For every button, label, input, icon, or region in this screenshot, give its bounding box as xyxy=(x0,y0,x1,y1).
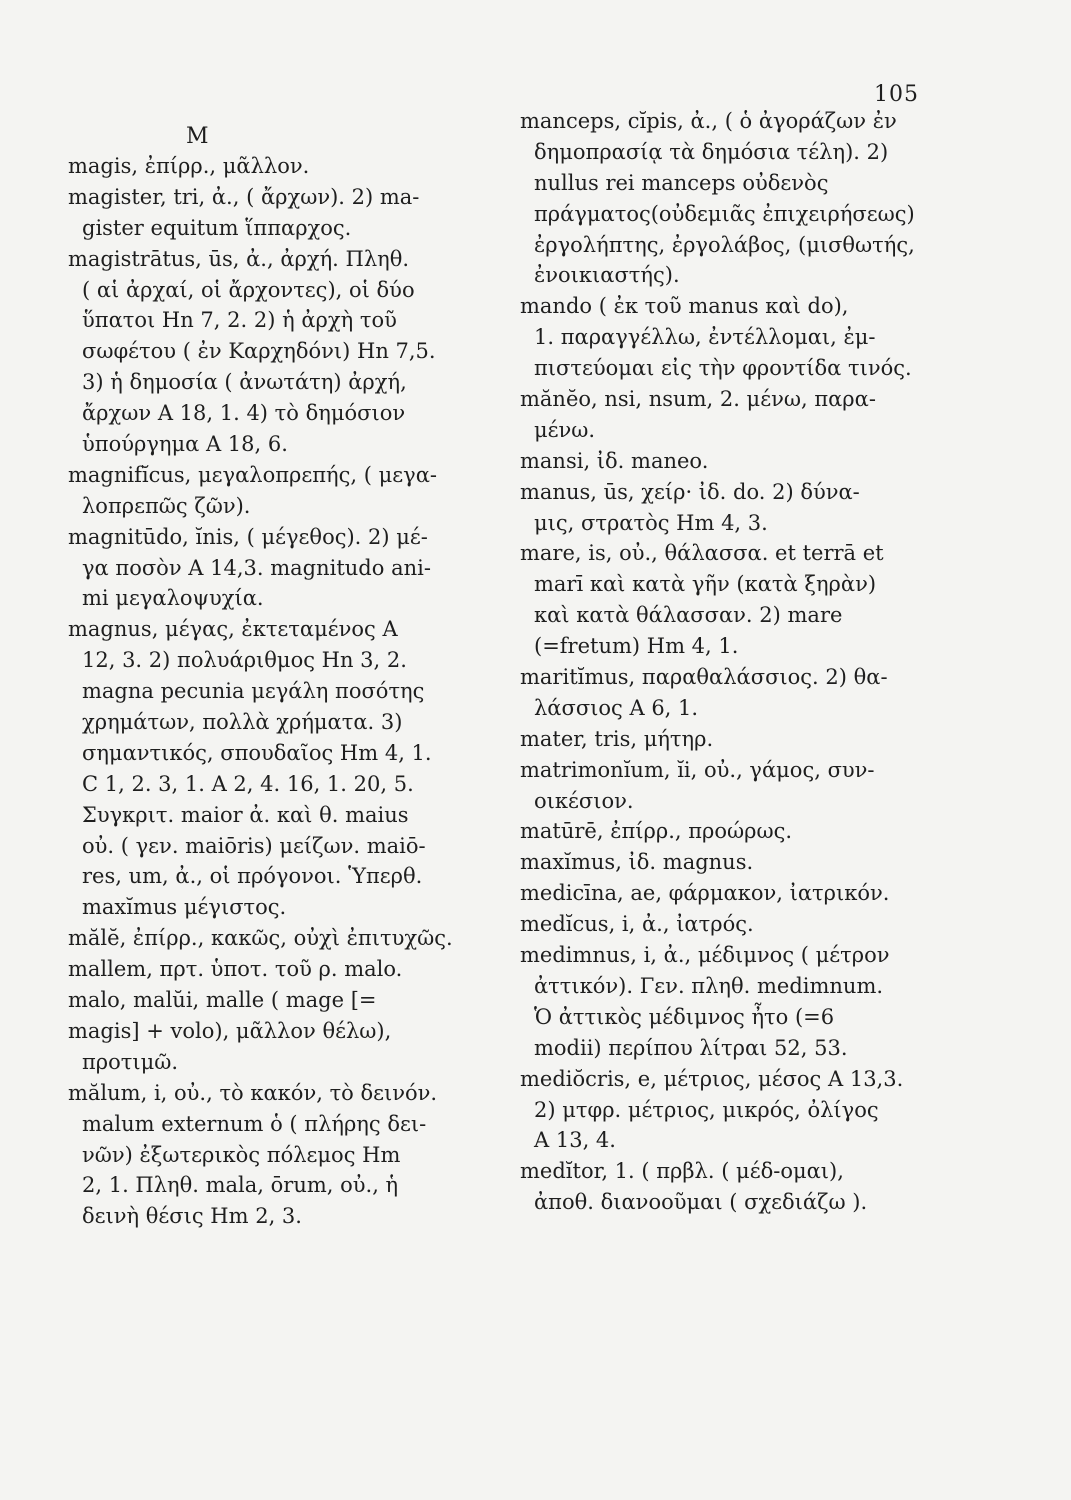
dictionary-line: magistrātus, ūs, ἀ., ἀρχή. Πληθ. xyxy=(68,246,410,271)
dictionary-line: mediŏcris, e, μέτριος, μέσος A 13,3. xyxy=(520,1066,904,1091)
dictionary-line: magnifĭcus, μεγαλοπρεπής, ( μεγα- xyxy=(68,462,437,487)
dictionary-line: δημοπρασίᾳ τὰ δημόσια τέλη). 2) xyxy=(534,139,889,164)
dictionary-line: marī καὶ κατὰ γῆν (κατὰ ξηρὰν) xyxy=(534,572,877,597)
dictionary-line: 1. παραγγέλλω, ἐντέλλομαι, ἐμ- xyxy=(534,325,876,350)
dictionary-line: ὕπατοι Hn 7, 2. 2) ἡ ἀρχὴ τοῦ xyxy=(82,308,397,333)
left-column xyxy=(68,106,488,1232)
dictionary-line: 2) μτφρ. μέτριος, μικρός, ὀλίγος xyxy=(534,1097,879,1122)
dictionary-line: καὶ κατὰ θάλασσαν. 2) mare xyxy=(534,603,843,628)
dictionary-line: maritĭmus, παραθαλάσσιος. 2) θα- xyxy=(520,665,888,690)
dictionary-line: mănĕo, nsi, nsum, 2. μένω, παρα- xyxy=(520,387,876,412)
dictionary-line: σωφέτου ( ἐν Καρχηδόνι) Hn 7,5. xyxy=(82,339,436,364)
right-column-lines xyxy=(510,106,930,1218)
dictionary-line: magnus, μέγας, ἐκτεταμένος A xyxy=(68,617,398,642)
dictionary-line: mansi, ἰδ. maneo. xyxy=(520,448,709,473)
dictionary-line: mallem, πρτ. ὑποτ. τοῦ ρ. malo. xyxy=(68,957,403,982)
dictionary-line: λοπρεπῶς ζῶν). xyxy=(82,493,251,518)
section-letter: M xyxy=(186,124,209,149)
dictionary-line: malum externum ὁ ( πλήρης δει- xyxy=(82,1111,427,1136)
right-column xyxy=(510,106,930,1218)
dictionary-line: A 13, 4. xyxy=(534,1128,616,1153)
dictionary-line: mălum, i, οὐ., τὸ κακόν, τὸ δεινόν. xyxy=(68,1080,438,1105)
dictionary-line: medĭcus, i, ἀ., ἰατρός. xyxy=(520,912,754,937)
dictionary-line: (=fretum) Hm 4, 1. xyxy=(534,634,739,659)
dictionary-line: maxĭmus μέγιστος. xyxy=(82,895,287,920)
dictionary-line: οὐ. ( γεν. maiōris) μείζων. maiō- xyxy=(82,833,426,858)
dictionary-line: μις, στρατὸς Hm 4, 3. xyxy=(534,510,768,535)
dictionary-line: res, um, ἀ., οἱ πρόγονοι. Ὑπερθ. xyxy=(82,864,423,889)
dictionary-line: πράγματος(οὐδεμιᾶς ἐπιχειρήσεως) xyxy=(534,201,915,226)
dictionary-line: ἄρχων A 18, 1. 4) τὸ δημόσιον xyxy=(82,401,406,426)
dictionary-line: ἐνοικιαστής). xyxy=(534,263,680,288)
dictionary-line: malo, malŭi, malle ( mage [= xyxy=(68,988,377,1013)
dictionary-line: ἐργολήπτης, ἐργολάβος, (μισθωτής, xyxy=(534,232,915,257)
dictionary-line: πιστεύομαι εἰς τὴν φροντίδα τινός. xyxy=(534,356,912,381)
dictionary-line: matūrē, ἐπίρρ., προώρως. xyxy=(520,819,793,844)
dictionary-line: 12, 3. 2) πολυάριθμος Hn 3, 2. xyxy=(82,648,407,673)
dictionary-line: magnitūdo, ĭnis, ( μέγεθος). 2) μέ- xyxy=(68,524,428,549)
left-column-lines xyxy=(68,151,488,1232)
dictionary-line: ἀποθ. διανοοῦμαι ( σχεδιάζω ). xyxy=(534,1190,868,1215)
dictionary-line: mare, is, οὐ., θάλασσα. et terrā et xyxy=(520,541,884,566)
page-number: 105 xyxy=(874,82,919,107)
dictionary-line: medimnus, i, ἀ., μέδιμνος ( μέτρον xyxy=(520,943,890,968)
dictionary-line: 2, 1. Πληθ. mala, ōrum, οὐ., ἡ xyxy=(82,1173,399,1198)
dictionary-line: C 1, 2. 3, 1. A 2, 4. 16, 1. 20, 5. xyxy=(82,771,414,796)
dictionary-line: gister equitum ἵππαρχος. xyxy=(82,215,352,240)
dictionary-line: medĭtor, 1. ( πρβλ. ( μέδ-ομαι), xyxy=(520,1159,844,1184)
dictionary-line: manus, ūs, χείρ· ἰδ. do. 2) δύνα- xyxy=(520,479,860,504)
dictionary-line: magis, ἐπίρρ., μᾶλλον. xyxy=(68,154,310,178)
dictionary-line: Συγκριτ. maior ἀ. καὶ θ. maius xyxy=(82,802,409,827)
dictionary-line: mando ( ἐκ τοῦ manus καὶ do), xyxy=(520,294,849,319)
dictionary-line: manceps, cĭpis, ἀ., ( ὁ ἀγοράζων ἐν xyxy=(520,109,897,133)
dictionary-line: nullus rei manceps οὐδενὸς xyxy=(534,170,829,195)
dictionary-line: νῶν) ἐξωτερικὸς πόλεμος Hm xyxy=(82,1142,401,1167)
dictionary-line: χρημάτων, πολλὰ χρήματα. 3) xyxy=(82,710,403,735)
dictionary-line: matrimonĭum, ĭi, οὐ., γάμος, συν- xyxy=(520,757,875,782)
dictionary-line: γα ποσὸν A 14,3. magnitudo ani- xyxy=(82,555,431,580)
dictionary-line: mi μεγαλοψυχία. xyxy=(82,586,264,611)
dictionary-line: Ὁ ἀττικὸς μέδιμνος ἦτο (=6 xyxy=(534,1004,835,1029)
dictionary-line: mater, tris, μήτηρ. xyxy=(520,726,714,751)
dictionary-line: σημαντικός, σπουδαῖος Hm 4, 1. xyxy=(82,740,432,765)
dictionary-line: ὑπούργημα A 18, 6. xyxy=(82,432,288,457)
dictionary-line: προτιμῶ. xyxy=(82,1049,179,1074)
dictionary-line: οικέσιον. xyxy=(534,788,634,813)
dictionary-line: μένω. xyxy=(534,417,596,442)
dictionary-line: δεινὴ θέσις Hm 2, 3. xyxy=(82,1204,302,1229)
dictionary-line: modii) περίπου λίτραι 52, 53. xyxy=(534,1035,848,1060)
dictionary-line: magis] + volo), μᾶλλον θέλω), xyxy=(68,1018,392,1043)
dictionary-line: magister, tri, ἀ., ( ἄρχων). 2) ma- xyxy=(68,184,420,209)
dictionary-line: 3) ἡ δημοσία ( ἀνωτάτη) ἀρχή, xyxy=(82,370,407,395)
dictionary-line: magna pecunia μεγάλη ποσότης xyxy=(82,679,425,704)
dictionary-line: medicīna, ae, φάρμακον, ἰατρικόν. xyxy=(520,881,890,906)
dictionary-line: ἀττικόν). Γεν. πληθ. medimnum. xyxy=(534,973,884,998)
dictionary-line: ( αἱ ἀρχαί, οἱ ἄρχοντες), οἱ δύο xyxy=(82,277,415,302)
dictionary-line: mălĕ, ἐπίρρ., κακῶς, οὐχὶ ἐπιτυχῶς. xyxy=(68,926,453,951)
dictionary-line: maxĭmus, ἰδ. magnus. xyxy=(520,850,754,875)
dictionary-line: λάσσιος A 6, 1. xyxy=(534,695,699,720)
